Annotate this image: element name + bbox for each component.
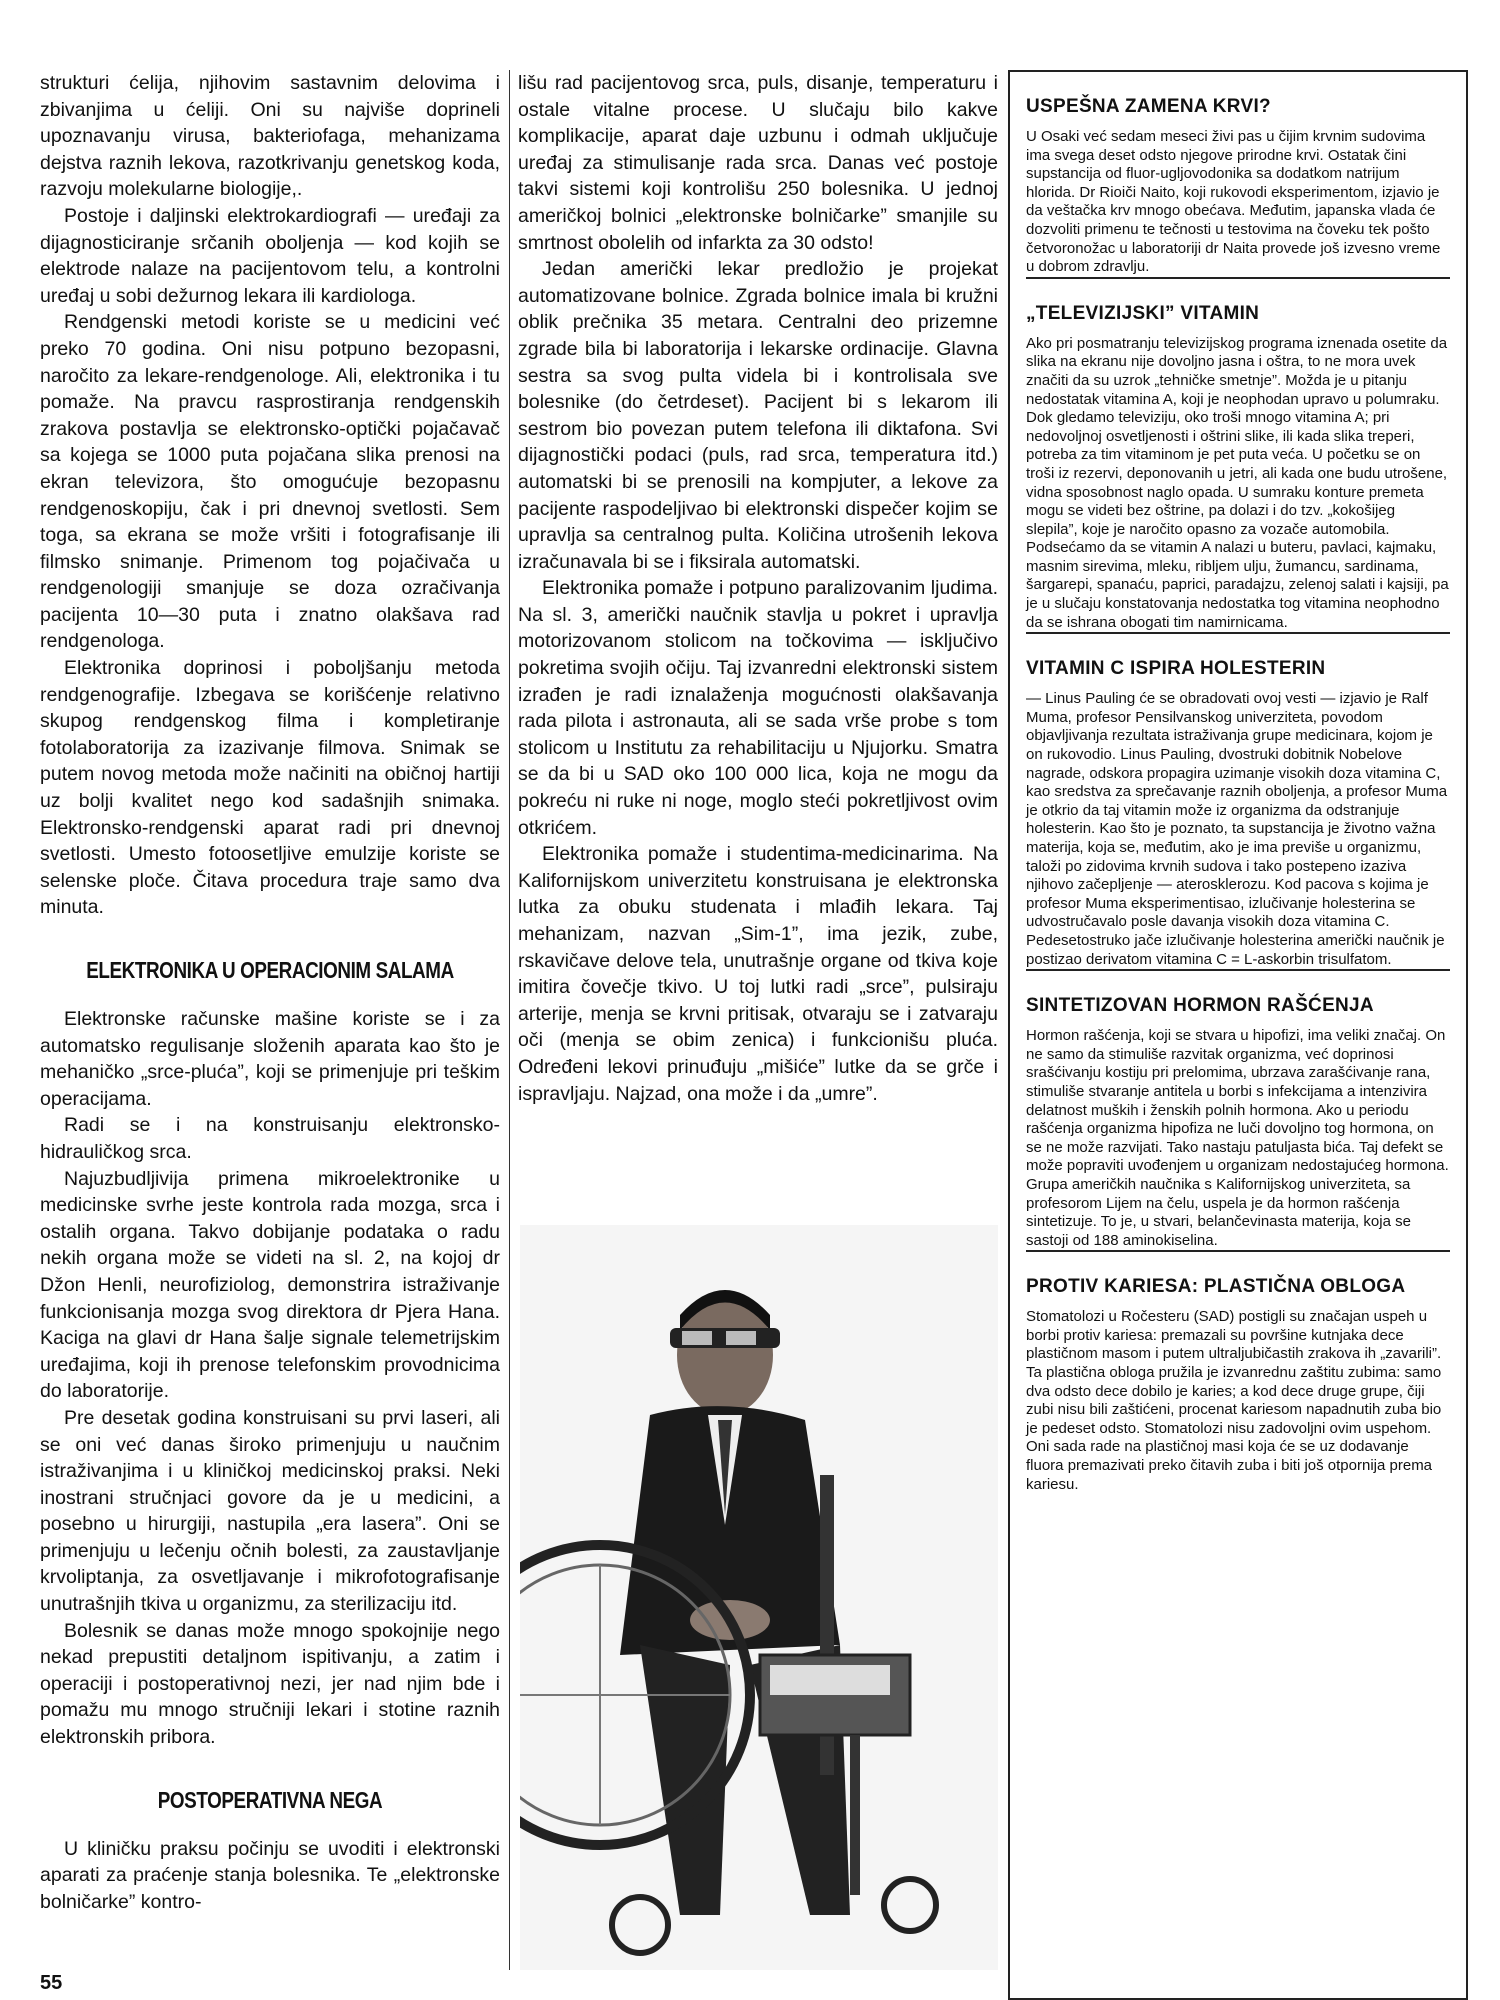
column-left [40, 70, 500, 1915]
column-divider [509, 70, 510, 1970]
paragraph: Elektronika doprinosi i poboljšanju metoda rendgenografije. Izbegava se korišćenje relativno skupog rendgenskog filma i kompletiranje fotolaboratorija za izazivanje filmova. Snimak se putem novog metoda može načiniti na običnoj hartiji uz bolji kvalitet nego kod sadašnjih snimaka. Elektronsko-rendgenski aparat radi pri dnevnoj svetlosti. Umesto fotoosetljive emulzije koriste se selenske ploče. Čitava procedura traje samo dva minuta. [40, 657, 500, 919]
paragraph: Postoje i daljinski elektrokardiografi — uređaji za dijagnosticiranje srčanih oboljenja — kod kojih se elektrode nalaze na pacijentovom telu, a kontrolni uređaj u sobi dežurnog lekara ili kardiologa. [40, 204, 500, 307]
news-item-title: SINTETIZOVAN HORMON RAŠĆENJA [1026, 995, 1374, 1017]
paragraph: strukturi ćelija, njihovim sastavnim delovima i zbivanjima u ćeliji. Oni su najviše doprineli upoznavanju virusa, bakteriofaga, mehanizama dejstva raznih lekova, razotkrivanju genetskog koda, razvoju molekularne biologije,. [40, 72, 500, 201]
news-item [1026, 72, 1450, 277]
page-number: 55 [40, 1972, 63, 1994]
news-item [1026, 969, 1450, 1250]
news-item-text: Stomatolozi u Ročesteru (SAD) postigli su značajan uspeh u borbi protiv kariesa: premazali su površine kutnjaka dece plastičnom masom i putem ultraljubičastih zrakova ih „zavarili”. Ta plastična obloga pružila je izvanrednu zaštitu zubima: samo dva odsto dece dobilo je karies; a kod dece druge grupe, čiji zubi nisu bili zaštićeni, procenat kariesom napadnutih zuba bio je pedeset odsto. Stomatolozi nisu zadovoljni ovim uspehom. Oni sada rade na plastičnoj masi koja će se uz dodavanje fluora premazivati preko čitavih zuba i biti još otpornija prema kariesu. [1026, 1308, 1442, 1493]
news-item-text: U Osaki već sedam meseci živi pas u čijim krvnim sudovima ima svega deset odsto njegove prirodne krvi. Ostatak čini supstancija od fluor-ugljovodonika sa dodatkom natrijum hlorida. Dr Rioiči Naito, koji rukovodi eksperimentom, izjavio je da veštačka krv mnogo obećava. Međutim, japanska vlada će dozvoliti primenu te tečnosti u testovima na čoveku tek pošto četvoronožac u laboratoriji dr Naita provede još izvesno vreme u dobrom zdravlju. [1026, 128, 1441, 276]
paragraph: U kliničku praksu počinju se uvoditi i elektronski aparati za praćenje stanja bolesnika. Te „elektronske bolničarke” kontro- [40, 1837, 500, 1913]
news-item-title: „TELEVIZIJSKI” VITAMIN [1026, 302, 1260, 324]
paragraph: Elektronika pomaže i studentima-medicinarima. Na Kalifornijskom univerzitetu konstruisana je elektronska lutka za obuku studenata i mlađih lekara. Taj mehanizam, nazvan „Sim-1”, ima jezik, zube, rskavičave delove tela, unutrašnje organe od tkiva koje imitira čovečje tkivo. U toj lutki radi „srce”, pulsiraju arterije, menja se krvni pritisak, otvaraju se i zatvaraju oči (menja se obim zenica) i funkcionišu pluća. Određeni lekovi prinuđuju „mišiće” lutke da se grče i ispravljaju. Najzad, ona može i da „umre”. [518, 843, 998, 1105]
paragraph: lišu rad pacijentovog srca, puls, disanje, temperaturu i ostale vitalne procese. U slučaju bilo kakve komplikacije, aparat daje uzbunu i odmah uključuje uređaj za stimulisanje rada srca. Danas već postoje takvi sistemi koji kontrolišu 250 bolesnika. U jednoj američkoj bolnici „elektronske bolničarke” smanjile su smrtnost obolelih od infarkta za 30 odsto! [518, 72, 998, 254]
paragraph: Najuzbudljivija primena mikroelektronike u medicinske svrhe jeste kontrola rada mozga, srca i ostalih organa. Takvo dobijanje podataka o radu nekih organa može se videti na sl. 2, na kojoj dr Džon Henli, neurofiziolog, demonstrira istraživanje funkcionisanja mozga svog direktora dr Pjera Hana. Kaciga na glavi dr Hana šalje signale telemetrijskim uređajima, koji ih prenose telefonskim provodnicima do laboratorije. [40, 1167, 500, 1403]
paragraph: Elektronika pomaže i potpuno paralizovanim ljudima. Na sl. 3, američki naučnik stavlja u pokret i upravlja motorizovanom stolicom na točkovima — isključivo pokretima svojih očiju. Taj izvanredni elektronski sistem izrađen je radi iznalaženja mogućnosti olakšavanja rada pilota i astronauta, ali se sada vrše probe s tom stolicom u Institutu za rehabilitaciju u Njujorku. Smatra se da bi u SAD oko 100 000 lica, koja ne mogu da pokreću ni ruke ni noge, moglo steći pokretljivost ovim otkrićem. [518, 577, 998, 839]
news-item-title: PROTIV KARIESA: PLASTIČNA OBLOGA [1026, 1276, 1406, 1298]
section-heading-postoperative-care: POSTOPERATIVNA NEGA [157, 1786, 383, 1813]
paragraph: Jedan američki lekar predložio je projekat automatizovane bolnice. Zgrada bolnice imala bi kružni oblik prečnika 35 metara. Centralni deo prizemne zgrade bila bi laboratorija i lekarske ordinacije. Glavna sestra sa svog pulta videla bi i kontrolisala sve bolesnike (do četrdeset). Pacijent bi s lekarom ili sestrom bio povezan putem telefona ili diktafona. Svi dijagnostički podaci (puls, rad srca, temperatura itd.) automatski bi se prenosili na kompjuter, a lekove za pacijente raspodeljivao bi elektronski dispečer kojim se upravlja sa centralnog pulta. Količina utrošenih lekova izračunavala bi se i fiksirala automatski. [518, 258, 998, 573]
news-item [1026, 277, 1450, 633]
paragraph: Radi se i na konstruisanju elektronsko-hidrauličkog srca. [40, 1114, 500, 1163]
column-middle [518, 70, 998, 1107]
news-item-text: Ako pri posmatranju televizijskog programa iznenada osetite da slika na ekranu nije dovoljno jasna i oštra, to ne mora uvek značiti da su uzrok „tehničke smetnje”. Možda je u pitanju nedostatak vitamina A, koji je neophodan upravo u polumraku. Dok gledamo televiziju, oko troši mnogo vitamina A; pri nedovoljnoj osvetljenosti i oštrini slike, ili kada slika treperi, potreba za tim vitaminom je pet puta veća. U početku se on troši iz rezervi, deponovanih u jetri, ali kada one budu utrošene, vidna sposobnost naglo opada. U sumraku konture premeta mogu se videti bez oštrine, pa dolazi i do tzv. „kokošijeg slepila”, koje je naročito opasno za vozače automobila. Podsećamo da se vitamin A nalazi u buteru, pavlaci, kajmaku, masnim sirevima, mleku, ribljem ulju, žumancu, sardinama, šargarepi, spanaću, paprici, paradajzu, zelenoj salati i kajsiji, pa je u slučaju konstatovanja nedostatka tog vitamina neophodno da se ishrana obogati tim namirnicama. [1026, 334, 1449, 631]
paragraph: Rendgenski metodi koriste se u medicini već preko 70 godina. Oni nisu potpuno bezopasni, naročito za lekare-rendgenologe. Ali, elektronika i tu pomaže. Na pravcu rasprostiranja rendgenskih zrakova postavlja se elektronsko-optički pojačavač sa kojega se 1000 puta pojačana slika prenosi na ekran televizora, što omogućuje bezopasnu rendgenoskopiju, čak i pri dnevnoj svetlosti. Sem toga, sa ekrana se može vršiti i fotografisanje ili filmsko snimanje. Primenom tog pojačivača u rendgenologiji smanjuje se doza ozračivanja pacijenta 10—30 puta i znatno olakšava rad rendgenologa. [40, 311, 500, 653]
photo-wheelchair-man [520, 1225, 998, 1970]
news-item-text: — Linus Pauling će se obradovati ovoj vesti — izjavio je Ralf Muma, profesor Pensilvanskog univerziteta, povodom objavljivanja rezultata istraživanja grupe medicinara, kojom je on rukovodio. Linus Pauling, dvostruki dobitnik Nobelove nagrade, odskora propagira uzimanje visokih doza vitamina C, kao sredstva za sprečavanje raznih oboljenja, a profesor Muma je otkrio da taj vitamin može iz organizma da odstranjuje holesterin. Kao što je poznato, ta supstancija je životno važna materija, koja se, međutim, ako je ima previše u organizmu, taloži po zidovima krvnih sudova i tako postepeno izaziva njihovo začepljenje — aterosklerozu. Kod pacova s kojima je profesor Muma eksperimentisao, izlučivanje holesterina se udvostručavalo posle davanja visokih doza vitamina C. Pedesetostruko jače izlučivanje holesterina američki naučnik je postizao derivatom vitamina C = L-askorbin trisulfatom. [1026, 690, 1448, 968]
news-item [1026, 1250, 1450, 1494]
section-heading-operating-rooms: ELEKTRONIKA U OPERACIONIM SALAMA [86, 957, 454, 983]
news-item-title: USPEŠNA ZAMENA KRVI? [1026, 96, 1271, 117]
paragraph: Bolesnik se danas može mnogo spokojnije nego nekad prepustiti detaljnom ispitivanju, a zatim i operaciji i postoperativnoj nezi, jer nad njim bde i pomažu mu mnogo stručniji lekari i stotine raznih elektronskih pribora. [40, 1619, 500, 1749]
paragraph: Elektronske računske mašine koriste se i za automatsko regulisanje složenih aparata kao što je mehaničko „srce-pluća”, koji se primenjuje pri teškim operacijama. [40, 1008, 500, 1110]
news-item [1026, 632, 1450, 969]
paragraph: Pre desetak godina konstruisani su prvi laseri, ali se oni već danas široko primenjuju u naučnim istraživanjima i u kliničkoj medicinskoj praksi. Neki inostrani stručnjaci govore da je u medicini, a posebno u hirurgiji, nastupila „era lasera”. Oni se primenjuju u lečenju očnih bolesti, za zaustavljanje krvoliptanja, za osvetljavanje i mikrofotografisanje unutrašnjih tkiva u organizmu, za sterilizaciju itd. [40, 1406, 500, 1616]
sidebar-news-box [1008, 70, 1468, 2000]
news-item-text: Hormon rašćenja, koji se stvara u hipofizi, ima veliki značaj. On ne samo da stimuliše razvitak organizma, već doprinosi srašćivanju kostiju pri prelomima, ubrzava zarašćivanje rana, stimuliše stvaranje antitela u borbi s infekcijama a intenzivira delatnost muških i ženskih polnih hormona. Ako u periodu rašćenja organizma hipofiza ne luči dovoljno tog hormona, on se ne može razvijati. Tako nastaju patuljasta bića. Taj defekt se može popraviti uvođenjem u organizam nedostajućeg hormona. Grupa američkih naučnika s Kalifornijskog univerziteta, sa profesorom Lijem na čelu, uspela je da hormon rašćenja sintetizuje. To je, u stvari, belančevinasta materija, koja se sastoji od 188 aminokiselina. [1026, 1027, 1449, 1249]
news-item-title: VITAMIN C ISPIRA HOLESTERIN [1026, 658, 1326, 680]
